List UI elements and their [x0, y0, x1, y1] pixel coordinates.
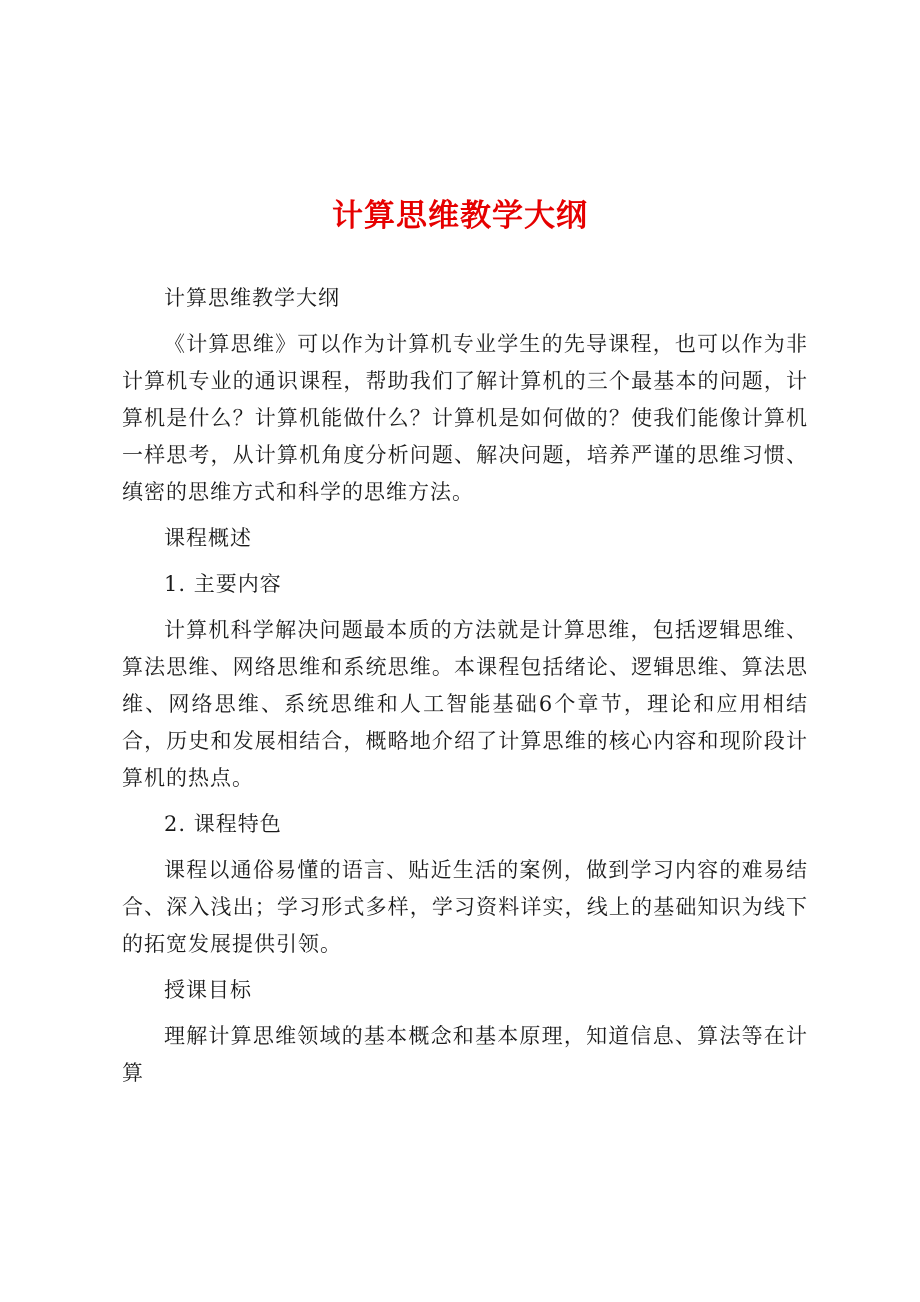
document-title: 计算思维教学大纲	[332, 198, 588, 234]
paragraph-intro: 《计算思维》可以作为计算机专业学生的先导课程，也可以作为非计算机专业的通识课程，帮助我们了解计算机的三个最基本的问题，计算机是什么？计算机能做什么？计算机是如何做的？使我们能像计算机一样思考，从计算机角度分析问题、解决问题，培养严谨的思维习惯、缜密的思维方式和科学的思维方法。	[122, 332, 808, 504]
section-heading-goals: 授课目标	[164, 978, 252, 1002]
section-heading-features: 2. 课程特色	[164, 812, 282, 836]
section-heading-outline: 计算思维教学大纲	[164, 286, 340, 310]
section-heading-overview: 课程概述	[164, 526, 252, 550]
paragraph-goals: 理解计算思维领域的基本概念和基本原理，知道信息、算法等在计算	[122, 1024, 808, 1085]
document-body	[122, 280, 808, 1101]
paragraph-features: 课程以通俗易懂的语言、贴近生活的案例，做到学习内容的难易结合、深入浅出；学习形式多样，学习资料详实，线上的基础知识为线下的拓宽发展提供引领。	[122, 858, 808, 956]
paragraph-main-content: 计算机科学解决问题最本质的方法就是计算思维，包括逻辑思维、算法思维、网络思维和系统思维。本课程包括绪论、逻辑思维、算法思维、网络思维、系统思维和人工智能基础6个章节，理论和应用相结合，历史和发展相结合，概略地介绍了计算思维的核心内容和现阶段计算机的热点。	[122, 618, 808, 790]
section-heading-main-content: 1. 主要内容	[164, 572, 282, 596]
